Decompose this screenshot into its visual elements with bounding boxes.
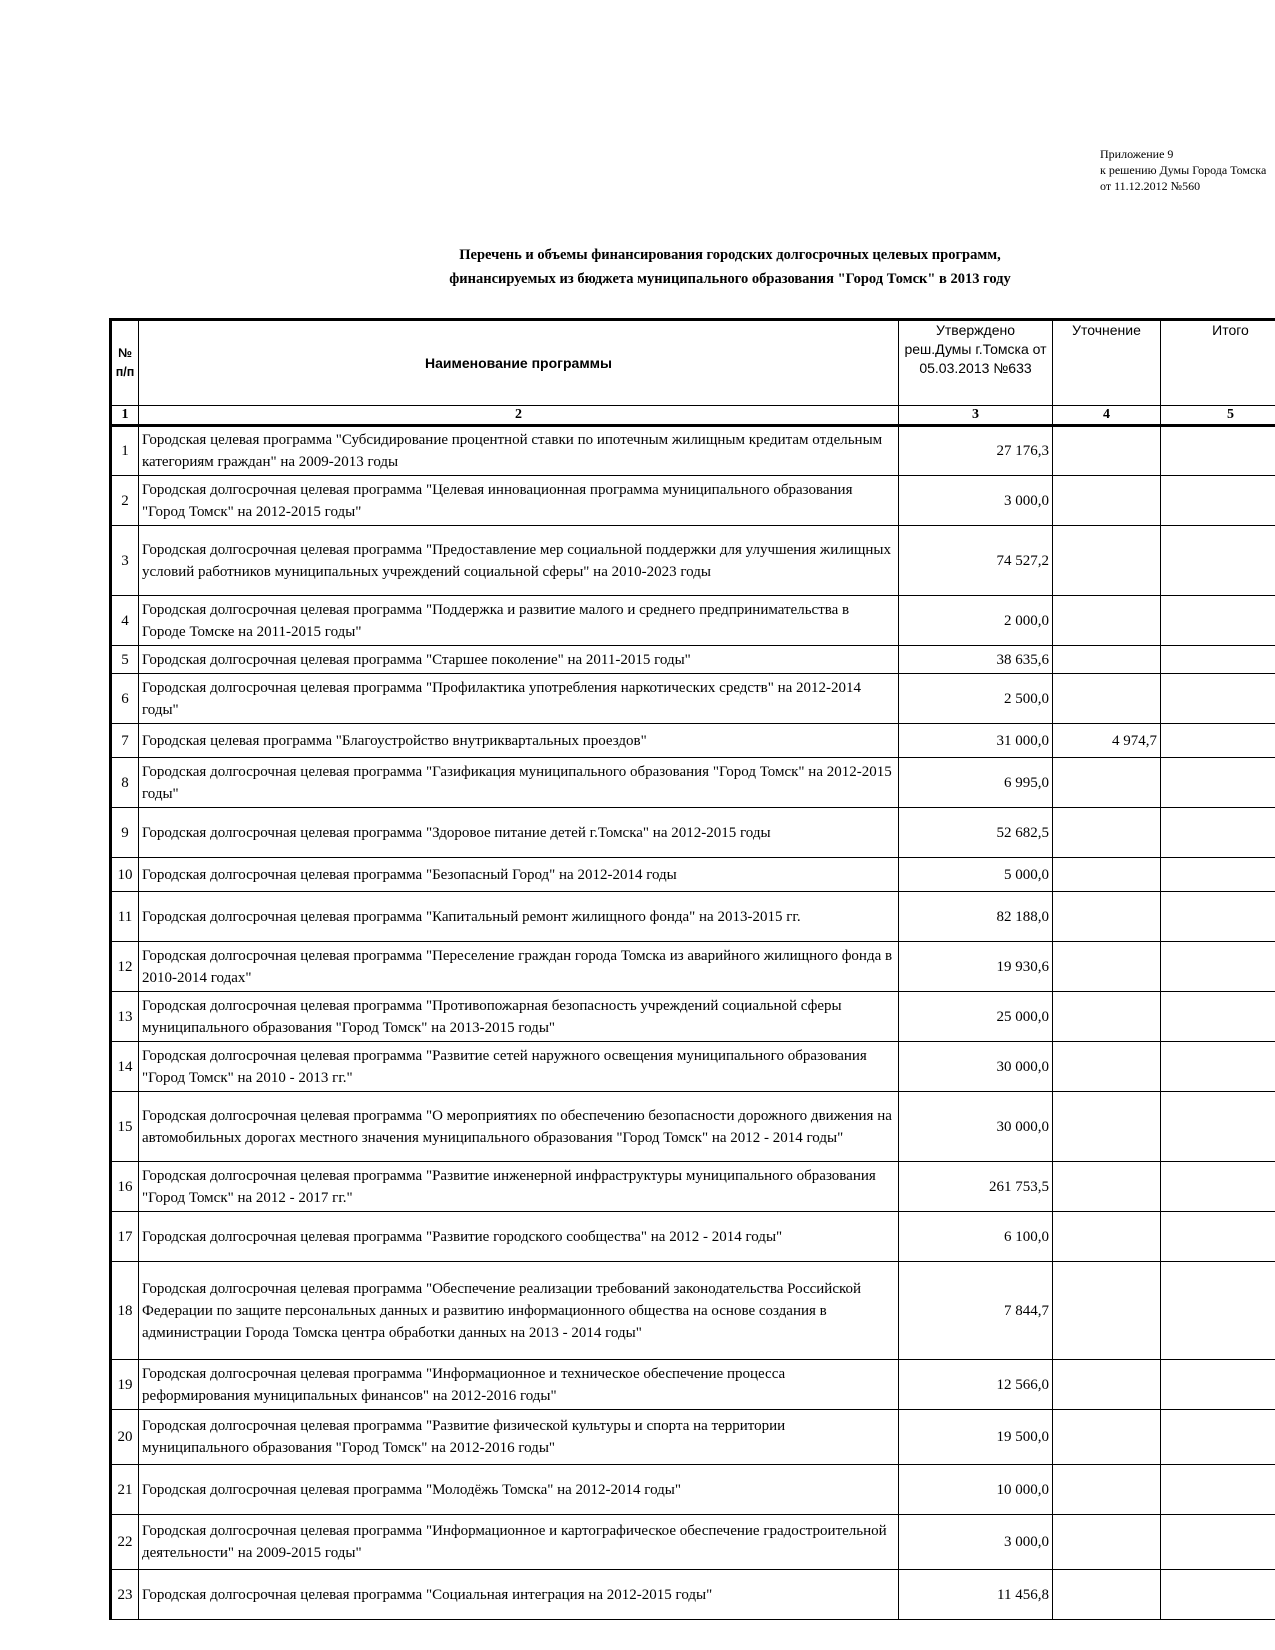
approved-amount: 6 995,0 <box>899 758 1053 808</box>
table-row <box>111 596 1275 646</box>
program-name: Городская долгосрочная целевая программа "Информационное и картографическое обеспечение градостроительной деятельности" на 2009-2015 годы" <box>139 1515 899 1570</box>
header-total: Итого <box>1161 320 1275 406</box>
total-amount <box>1161 1262 1275 1360</box>
row-number: 19 <box>111 1360 139 1410</box>
column-number: 4 <box>1053 406 1161 426</box>
total-amount <box>1161 674 1275 724</box>
total-amount <box>1161 1360 1275 1410</box>
approved-amount: 19 500,0 <box>899 1410 1053 1465</box>
approved-amount: 261 753,5 <box>899 1162 1053 1212</box>
table-row <box>111 1570 1275 1620</box>
approved-amount: 31 000,0 <box>899 724 1053 758</box>
program-name: Городская долгосрочная целевая программа "Развитие городского сообщества" на 2012 - 2014 годы" <box>139 1212 899 1262</box>
total-amount <box>1161 858 1275 892</box>
row-number: 17 <box>111 1212 139 1262</box>
row-number: 1 <box>111 426 139 476</box>
refinement-amount <box>1053 1162 1161 1212</box>
annex-line-1: Приложение 9 <box>1100 147 1174 161</box>
refinement-amount <box>1053 892 1161 942</box>
table-row <box>111 1360 1275 1410</box>
annex-line-3: от 11.12.2012 №560 <box>1100 179 1201 193</box>
refinement-amount <box>1053 1515 1161 1570</box>
refinement-amount <box>1053 1212 1161 1262</box>
table-row <box>111 1465 1275 1515</box>
header-num: № п/п <box>111 320 139 406</box>
program-name: Городская долгосрочная целевая программа "Противопожарная безопасность учреждений социальной сферы муниципального образования "Город Томск" на 2013-2015 годы" <box>139 992 899 1042</box>
program-name: Городская долгосрочная целевая программа "Целевая инновационная программа муниципального образования "Город Томск" на 2012-2015 годы" <box>139 476 899 526</box>
total-amount <box>1161 1092 1275 1162</box>
table-row <box>111 1410 1275 1465</box>
total-amount <box>1161 476 1275 526</box>
table-row <box>111 1262 1275 1360</box>
approved-amount: 52 682,5 <box>899 808 1053 858</box>
refinement-amount: 4 974,7 <box>1053 724 1161 758</box>
approved-amount: 7 844,7 <box>899 1262 1053 1360</box>
approved-amount: 30 000,0 <box>899 1042 1053 1092</box>
program-name: Городская долгосрочная целевая программа "Молодёжь Томска" на 2012-2014 годы" <box>139 1465 899 1515</box>
table-row <box>111 1515 1275 1570</box>
program-name: Городская долгосрочная целевая программа "Социальная интеграция на 2012-2015 годы" <box>139 1570 899 1620</box>
refinement-amount <box>1053 596 1161 646</box>
row-number: 9 <box>111 808 139 858</box>
approved-amount: 5 000,0 <box>899 858 1053 892</box>
program-name: Городская долгосрочная целевая программа "О мероприятиях по обеспечению безопасности дорожного движения на автомобильных дорогах местного значения муниципального образования "Город Томск" на 2012 - 2014 годы" <box>139 1092 899 1162</box>
approved-amount: 2 000,0 <box>899 596 1053 646</box>
table-row <box>111 808 1275 858</box>
program-name: Городская долгосрочная целевая программа "Старшее поколение" на 2011-2015 годы" <box>139 646 899 674</box>
total-amount <box>1161 808 1275 858</box>
refinement-amount <box>1053 942 1161 992</box>
annex-line-2: к решению Думы Города Томска <box>1100 163 1267 177</box>
table-row <box>111 758 1275 808</box>
header-refinement: Уточнение <box>1053 320 1161 406</box>
row-number: 14 <box>111 1042 139 1092</box>
row-number: 3 <box>111 526 139 596</box>
table-row <box>111 1162 1275 1212</box>
total-amount <box>1161 1410 1275 1465</box>
row-number: 8 <box>111 758 139 808</box>
refinement-amount <box>1053 1092 1161 1162</box>
total-amount <box>1161 992 1275 1042</box>
table-row <box>111 1212 1275 1262</box>
program-name: Городская долгосрочная целевая программа "Газификация муниципального образования "Город Томск" на 2012-2015 годы" <box>139 758 899 808</box>
total-amount <box>1161 596 1275 646</box>
total-amount <box>1161 758 1275 808</box>
row-number: 11 <box>111 892 139 942</box>
approved-amount: 19 930,6 <box>899 942 1053 992</box>
row-number: 13 <box>111 992 139 1042</box>
approved-amount: 30 000,0 <box>899 1092 1053 1162</box>
total-amount <box>1161 1162 1275 1212</box>
total-amount <box>1161 942 1275 992</box>
program-name: Городская долгосрочная целевая программа "Обеспечение реализации требований законодательства Российской Федерации по защите персональных данных и развитию информационного общества на основе создания в администрации Города Томска центра обработки данных на 2013 - 2014 годы" <box>139 1262 899 1360</box>
approved-amount: 3 000,0 <box>899 1515 1053 1570</box>
approved-amount: 2 500,0 <box>899 674 1053 724</box>
title-line-1: Перечень и объемы финансирования городских долгосрочных целевых программ, <box>459 247 1001 263</box>
refinement-amount <box>1053 858 1161 892</box>
table-row <box>111 724 1275 758</box>
table-row <box>111 992 1275 1042</box>
program-name: Городская целевая программа "Субсидирование процентной ставки по ипотечным жилищным кредитам отдельным категориям граждан" на 2009-2013 годы <box>139 426 899 476</box>
approved-amount: 6 100,0 <box>899 1212 1053 1262</box>
program-name: Городская долгосрочная целевая программа "Профилактика употребления наркотических средств" на 2012-2014 годы" <box>139 674 899 724</box>
program-name: Городская долгосрочная целевая программа "Предоставление мер социальной поддержки для улучшения жилищных условий работников муниципальных учреждений социальной сферы" на 2010-2023 годы <box>139 526 899 596</box>
program-name: Городская долгосрочная целевая программа "Переселение граждан города Томска из аварийного жилищного фонда в 2010-2014 годах" <box>139 942 899 992</box>
approved-amount: 12 566,0 <box>899 1360 1053 1410</box>
row-number: 4 <box>111 596 139 646</box>
approved-amount: 11 456,8 <box>899 1570 1053 1620</box>
total-amount <box>1161 646 1275 674</box>
table-row <box>111 646 1275 674</box>
program-name: Городская долгосрочная целевая программа "Капитальный ремонт жилищного фонда" на 2013-2015 гг. <box>139 892 899 942</box>
title-line-2: финансируемых из бюджета муниципального образования "Город Томск" в 2013 году <box>449 271 1011 287</box>
total-amount <box>1161 526 1275 596</box>
refinement-amount <box>1053 1042 1161 1092</box>
programs-table <box>109 318 1275 1620</box>
row-number: 20 <box>111 1410 139 1465</box>
total-amount <box>1161 1465 1275 1515</box>
refinement-amount <box>1053 758 1161 808</box>
header-approved: Утверждено реш.Думы г.Томска от 05.03.2013 №633 <box>899 320 1053 406</box>
table-row <box>111 526 1275 596</box>
row-number: 16 <box>111 1162 139 1212</box>
table-row <box>111 426 1275 476</box>
approved-amount: 74 527,2 <box>899 526 1053 596</box>
header-name: Наименование программы <box>139 320 899 406</box>
total-amount <box>1161 426 1275 476</box>
refinement-amount <box>1053 426 1161 476</box>
refinement-amount <box>1053 992 1161 1042</box>
row-number: 21 <box>111 1465 139 1515</box>
table-row <box>111 892 1275 942</box>
refinement-amount <box>1053 1410 1161 1465</box>
column-number: 1 <box>111 406 139 426</box>
row-number: 12 <box>111 942 139 992</box>
refinement-amount <box>1053 1570 1161 1620</box>
approved-amount: 10 000,0 <box>899 1465 1053 1515</box>
total-amount <box>1161 1570 1275 1620</box>
row-number: 6 <box>111 674 139 724</box>
document-title <box>330 243 1130 291</box>
table-row <box>111 476 1275 526</box>
total-amount <box>1161 1042 1275 1092</box>
row-number: 2 <box>111 476 139 526</box>
refinement-amount <box>1053 1360 1161 1410</box>
refinement-amount <box>1053 646 1161 674</box>
refinement-amount <box>1053 674 1161 724</box>
row-number: 15 <box>111 1092 139 1162</box>
column-number: 5 <box>1161 406 1275 426</box>
program-name: Городская долгосрочная целевая программа "Развитие физической культуры и спорта на территории муниципального образования "Город Томск" на 2012-2016 годы" <box>139 1410 899 1465</box>
row-number: 18 <box>111 1262 139 1360</box>
row-number: 7 <box>111 724 139 758</box>
approved-amount: 3 000,0 <box>899 476 1053 526</box>
program-name: Городская долгосрочная целевая программа "Развитие сетей наружного освещения муниципального образования "Город Томск" на 2010 - 2013 гг." <box>139 1042 899 1092</box>
row-number: 23 <box>111 1570 139 1620</box>
program-name: Городская долгосрочная целевая программа "Поддержка и развитие малого и среднего предпринимательства в Городе Томске на 2011-2015 годы" <box>139 596 899 646</box>
refinement-amount <box>1053 1465 1161 1515</box>
total-amount <box>1161 1212 1275 1262</box>
program-name: Городская долгосрочная целевая программа "Информационное и техническое обеспечение процесса реформирования муниципальных финансов" на 2012-2016 годы" <box>139 1360 899 1410</box>
table-row <box>111 1092 1275 1162</box>
approved-amount: 27 176,3 <box>899 426 1053 476</box>
annex-note <box>1100 146 1266 194</box>
row-number: 22 <box>111 1515 139 1570</box>
total-amount <box>1161 724 1275 758</box>
column-number: 3 <box>899 406 1053 426</box>
column-number: 2 <box>139 406 899 426</box>
table-row <box>111 858 1275 892</box>
approved-amount: 82 188,0 <box>899 892 1053 942</box>
row-number: 5 <box>111 646 139 674</box>
programs-table-body <box>111 426 1275 1620</box>
program-name: Городская долгосрочная целевая программа "Безопасный Город" на 2012-2014 годы <box>139 858 899 892</box>
refinement-amount <box>1053 476 1161 526</box>
total-amount <box>1161 1515 1275 1570</box>
table-row <box>111 674 1275 724</box>
total-amount <box>1161 892 1275 942</box>
row-number: 10 <box>111 858 139 892</box>
program-name: Городская долгосрочная целевая программа "Здоровое питание детей г.Томска" на 2012-2015 годы <box>139 808 899 858</box>
program-name: Городская долгосрочная целевая программа "Развитие инженерной инфраструктуры муниципального образования "Город Томск" на 2012 - 2017 гг." <box>139 1162 899 1212</box>
program-name: Городская целевая программа "Благоустройство внутриквартальных проездов" <box>139 724 899 758</box>
table-row <box>111 1042 1275 1092</box>
approved-amount: 25 000,0 <box>899 992 1053 1042</box>
refinement-amount <box>1053 526 1161 596</box>
approved-amount: 38 635,6 <box>899 646 1053 674</box>
refinement-amount <box>1053 1262 1161 1360</box>
refinement-amount <box>1053 808 1161 858</box>
table-row <box>111 942 1275 992</box>
